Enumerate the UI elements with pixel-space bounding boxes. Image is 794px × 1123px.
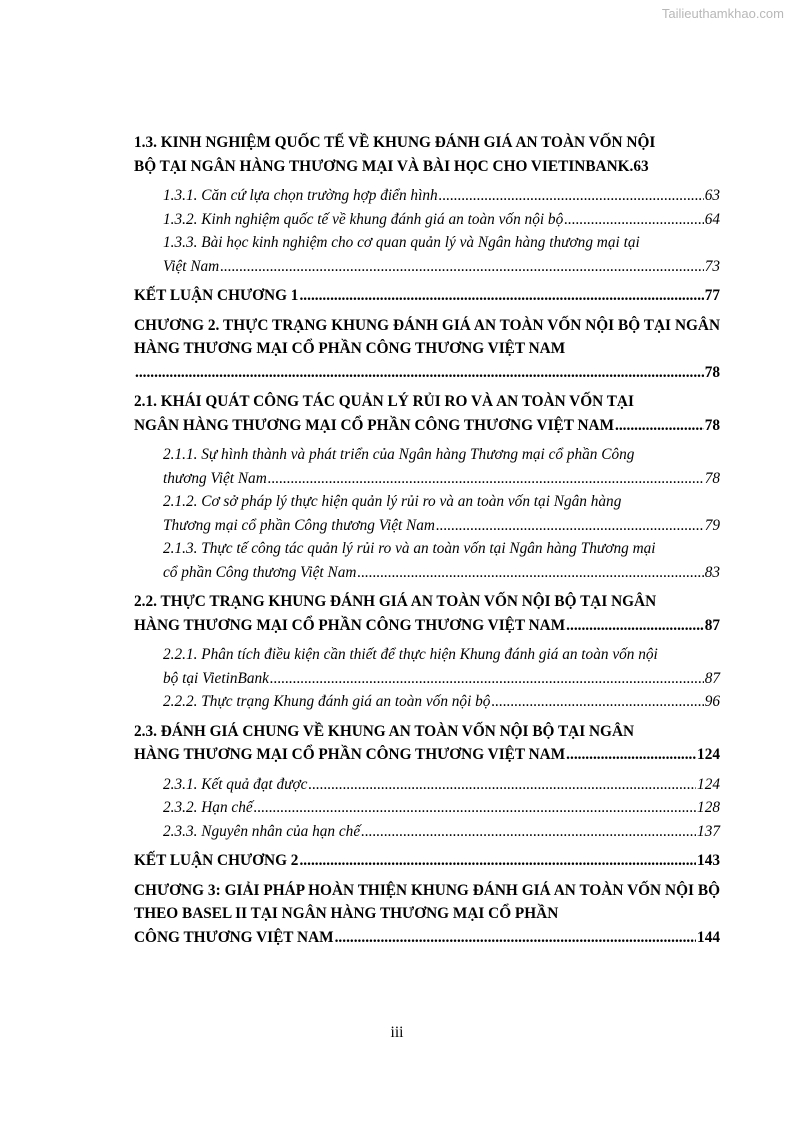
table-of-contents [134, 131, 720, 949]
toc-page-number: 124 [697, 775, 720, 793]
toc-entry[interactable] [134, 231, 720, 278]
toc-entry[interactable] [134, 690, 720, 714]
dot-leader [308, 773, 696, 797]
toc-entry-text: Việt Nam [163, 257, 220, 275]
toc-entry-text: Thương mại cổ phần Công thương Việt Nam [163, 516, 435, 534]
dot-leader [335, 926, 696, 950]
toc-entry[interactable] [134, 773, 720, 797]
watermark: Tailieuthamkhao.com [661, 6, 784, 21]
toc-page-number: 143 [697, 852, 720, 869]
toc-page-number: 78 [704, 469, 720, 487]
dot-leader [299, 849, 696, 873]
toc-page-number: 64 [704, 210, 720, 228]
toc-entry-title: 2.2. THỰC TRẠNG KHUNG ĐÁNH GIÁ AN TOÀN VỐN NỘI BỘ TẠI NGÂN [134, 593, 657, 610]
toc-page-number: 78 [704, 416, 720, 434]
toc-entry-text: CÔNG THƯƠNG VIỆT NAM [134, 928, 334, 946]
toc-entry-title: 1.3. KINH NGHIỆM QUỐC TẾ VỀ KHUNG ĐÁNH GIÁ AN TOÀN VỐN NỘI [134, 134, 656, 151]
dot-leader [491, 690, 703, 714]
toc-entry-title: 2.1.1. Sự hình thành và phát triển của Ngân hàng Thương mại cổ phần Công [163, 446, 635, 463]
toc-entry-text: 1.3.1. Căn cứ lựa chọn trường hợp điển hình [163, 187, 438, 204]
toc-entry-text: HÀNG THƯƠNG MẠI CỔ PHẦN CÔNG THƯƠNG VIỆT NAM [134, 746, 566, 763]
dot-leader [566, 743, 696, 767]
dot-leader [361, 820, 696, 844]
toc-entry-title: CHƯƠNG 2. THỰC TRẠNG KHUNG ĐÁNH GIÁ AN TOÀN VỐN NỘI BỘ TẠI NGÂN HÀNG THƯƠNG MẠI CỔ PHẦN CÔNG THƯƠNG VIỆT NAM [134, 316, 720, 357]
toc-entry-title: 2.2.1. Phân tích điều kiện cần thiết để thực hiện Khung đánh giá an toàn vốn nội [163, 646, 658, 663]
dot-leader [564, 208, 703, 232]
toc-entry[interactable] [134, 390, 720, 437]
toc-entry-text: 2.3.3. Nguyên nhân của hạn chế [163, 822, 361, 840]
toc-entry-text: KẾT LUẬN CHƯƠNG 1 [134, 287, 299, 304]
toc-entry-text: 2.2.2. Thực trạng Khung đánh giá an toàn vốn nội bộ [163, 693, 491, 710]
toc-entry-title: 2.3. ĐÁNH GIÁ CHUNG VỀ KHUNG AN TOÀN VỐN NỘI BỘ TẠI NGÂN [134, 722, 635, 740]
dot-leader [357, 561, 703, 585]
dot-leader [254, 796, 696, 820]
dot-leader [220, 255, 703, 279]
toc-entry[interactable] [134, 131, 720, 178]
toc-entry-title: 2.1.2. Cơ sở pháp lý thực hiện quản lý rủi ro và an toàn vốn tại Ngân hàng [163, 493, 622, 510]
toc-entry-text: 2.3.1. Kết quả đạt được [163, 775, 308, 793]
toc-page-number: 87 [704, 616, 720, 634]
toc-page-number: 78 [704, 363, 720, 381]
toc-entry-text: HÀNG THƯƠNG MẠI CỔ PHẦN CÔNG THƯƠNG VIỆT NAM [134, 616, 566, 634]
toc-entry-text: 2.3.2. Hạn chế [163, 799, 253, 816]
toc-entry[interactable] [134, 208, 720, 232]
toc-entry-title: 1.3.3. Bài học kinh nghiệm cho cơ quan quản lý và Ngân hàng thương mại tại [163, 234, 640, 251]
toc-page-number: 124 [697, 746, 720, 763]
toc-entry-text: bộ tại VietinBank [163, 669, 269, 687]
toc-entry[interactable] [134, 314, 720, 385]
dot-leader [135, 361, 704, 385]
toc-entry-text: 1.3.2. Kinh nghiệm quốc tế về khung đánh giá an toàn vốn nội bộ [163, 210, 564, 228]
toc-entry-text: cổ phần Công thương Việt Nam [163, 563, 357, 581]
toc-entry[interactable] [134, 184, 720, 208]
toc-entry[interactable] [134, 849, 720, 873]
toc-entry[interactable] [134, 490, 720, 537]
toc-entry[interactable] [134, 284, 720, 308]
toc-entry[interactable] [134, 590, 720, 637]
toc-page-number: 87 [704, 669, 720, 687]
dot-leader [436, 514, 704, 538]
dot-leader [566, 614, 704, 638]
toc-page-number: 79 [704, 516, 720, 534]
page-number: iii [390, 1024, 404, 1041]
toc-entry[interactable] [134, 643, 720, 690]
dot-leader [439, 184, 704, 208]
toc-entry-text: BỘ TẠI NGÂN HÀNG THƯƠNG MẠI VÀ BÀI HỌC CHO VIETINBANK. [134, 157, 634, 175]
toc-page-number: 137 [697, 822, 720, 840]
toc-page-number: 73 [704, 257, 720, 275]
toc-entry[interactable] [134, 443, 720, 490]
toc-page-number: 96 [704, 693, 720, 710]
toc-entry-text: KẾT LUẬN CHƯƠNG 2 [134, 852, 299, 869]
toc-page-number: 83 [704, 563, 720, 581]
toc-entry[interactable] [134, 537, 720, 584]
toc-page-number: 77 [704, 287, 720, 304]
toc-entry[interactable] [134, 879, 720, 950]
toc-entry[interactable] [134, 720, 720, 767]
toc-entry[interactable] [134, 796, 720, 820]
toc-entry-title: CHƯƠNG 3: GIẢI PHÁP HOÀN THIỆN KHUNG ĐÁNH GIÁ AN TOÀN VỐN NỘI BỘ THEO BASEL II TẠI NGÂN HÀNG THƯƠNG MẠI CỔ PHẦN [134, 881, 720, 922]
toc-entry[interactable] [134, 820, 720, 844]
dot-leader [299, 284, 703, 308]
dot-leader [268, 467, 704, 491]
toc-entry-title: 2.1. KHÁI QUÁT CÔNG TÁC QUẢN LÝ RỦI RO VÀ AN TOÀN VỐN TẠI [134, 393, 634, 410]
toc-page-number: 63 [704, 187, 720, 204]
toc-page-number: 63 [633, 157, 649, 175]
toc-entry-title: 2.1.3. Thực tế công tác quản lý rủi ro và an toàn vốn tại Ngân hàng Thương mại [163, 540, 656, 557]
toc-page-number: 144 [697, 928, 720, 946]
toc-entry-text: thương Việt Nam [163, 469, 267, 487]
toc-page-number: 128 [697, 799, 720, 816]
toc-entry-text: NGÂN HÀNG THƯƠNG MẠI CỔ PHẦN CÔNG THƯƠNG VIỆT NAM [134, 416, 615, 434]
dot-leader [270, 667, 704, 691]
dot-leader [615, 414, 704, 438]
